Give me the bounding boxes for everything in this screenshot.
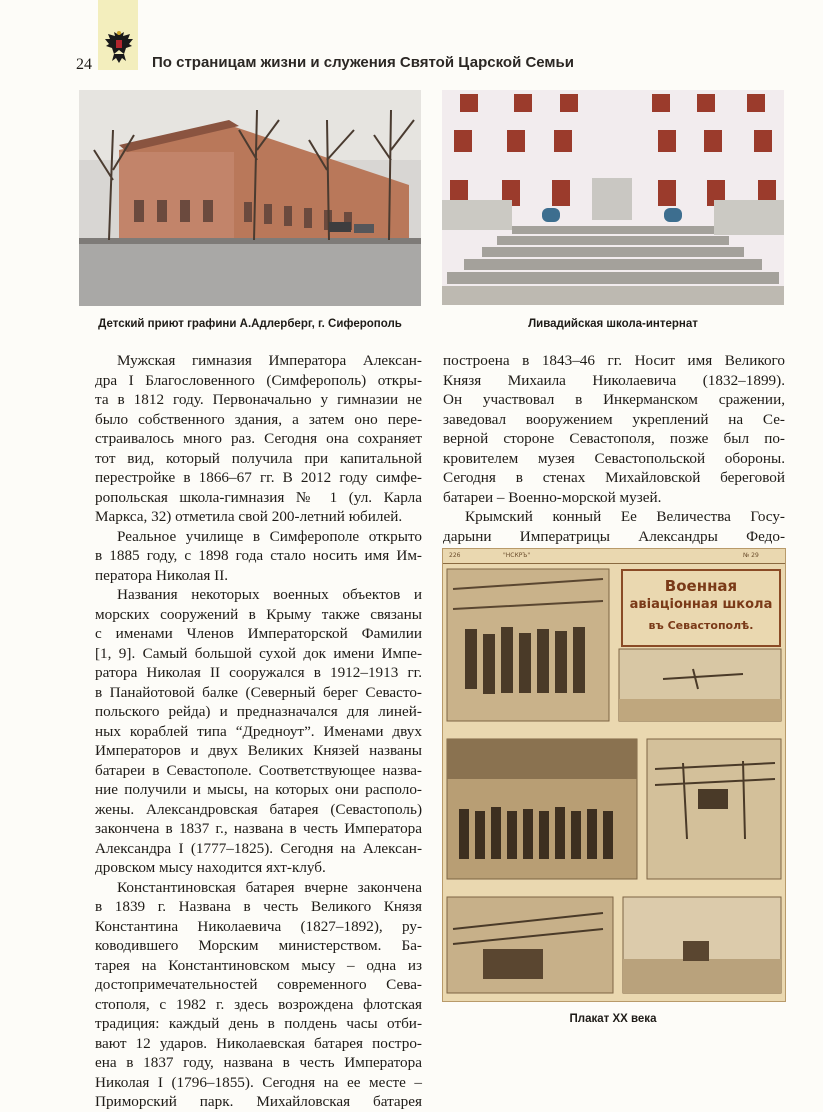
text-line: [1, 9]. Самый большой сухой док имени Импе- [95, 644, 422, 662]
text-line: Реальное училище в Симферополе открыто [117, 527, 422, 545]
page-number: 24 [76, 56, 92, 73]
text-line: польского рейда) и предназначался для линей- [95, 703, 422, 720]
aviation-school-poster [442, 548, 786, 1002]
running-title: По страницам жизни и служения Святой Царской Семьи [152, 54, 574, 71]
text-line: Мужская гимназия Императора Алексан- [117, 352, 422, 369]
text-line: заведовал вооружением укреплений на Се- [443, 410, 785, 428]
text-line: с именами Членов Императорской Фамилии [95, 625, 422, 642]
text-line: морских сооружений в Крыму также связаны [95, 605, 422, 623]
text-line: в Панайотовой балке (Северный берег Севасто- [95, 683, 422, 701]
text-line: Приморский парк. Михайловская батарея [95, 1093, 422, 1110]
text-line: традиция: каждый день в полдень часы отби- [95, 1015, 422, 1032]
paragraph-mikhailovskaya [443, 351, 785, 507]
text-line: страивалось много раз. Сегодня она сохраняет [95, 430, 422, 447]
text-line: Князя Михаила Николаевича (1832–1899). [443, 371, 785, 389]
text-line: стополя, с 1982 г. здесь возрождена флотская [95, 995, 422, 1013]
text-line: Он участвовал в Инкерманском сражении, [443, 391, 785, 408]
text-line: батареи – Военно-морской музей. [443, 488, 662, 506]
text-line: дра I Благословенного (Симферополь) откры- [95, 371, 422, 389]
text-line: перестройке в 1866–67 гг. В 2012 году симфе- [95, 469, 422, 486]
double-headed-eagle-icon [104, 30, 134, 69]
text-line: в 1839 г. Названа в честь Великого Князя [95, 898, 422, 915]
text-line: Крымский конный Ее Величества Госу- [465, 508, 785, 525]
photo-boarding-school [442, 90, 784, 305]
text-line: Константина Николаевича (1827–1892), ру- [95, 917, 422, 935]
text-line: Александра I (1777–1825). Сегодня на Алексан- [95, 839, 422, 857]
photo-orphanage [79, 90, 421, 306]
text-line: дровском мысу находится яхт-клуб. [95, 859, 326, 876]
paragraph-real-school [95, 527, 422, 586]
text-line: тот вид, который получила при капитальной [95, 449, 422, 467]
text-line: ператора Николая II. [95, 566, 229, 584]
text-line: Названия некоторых военных объектов и [117, 586, 422, 603]
text-line: Константиновская батарея вчерне закончена [117, 878, 422, 896]
text-line: ратора Николая II сооружался в 1912–1913 гг. [95, 664, 422, 681]
poster-caption: Плакат XX века [569, 1013, 657, 1025]
text-line: ние получили и мысы, на которых они располо- [95, 781, 422, 798]
paragraph-military-objects [95, 585, 422, 878]
text-line: ена в 1837 году, названа в честь Императора [95, 1054, 422, 1071]
paragraph-cavalry [443, 507, 785, 546]
photo-boarding-school-caption: Ливадийская школа-интернат [528, 318, 698, 330]
text-line: верной стороне Севастополя, позже был по- [443, 430, 785, 447]
poster-magazine-name: "НСКРЪ" [503, 552, 531, 559]
text-line: та в 1812 году. Первоначально у гимназии не [95, 391, 422, 408]
poster-title-line: авіаціонная школа [629, 597, 773, 612]
text-line: дарыни Императрицы Александры Федо- [443, 527, 785, 545]
paragraph-gymnasium [95, 351, 422, 527]
text-line: было собственного здания, а затем оно пере- [95, 410, 422, 428]
text-line: батареи в Севастополе. Соответствующее назва- [95, 761, 422, 779]
text-line: Сегодня в стенах Михайловской береговой [443, 469, 785, 486]
poster-issue-number: № 29 [743, 552, 759, 559]
poster-page-number: 226 [449, 552, 461, 559]
text-line: Маркса, 32) отметила свой 200-летний юбилей. [95, 508, 403, 525]
text-line: ных кораблей типа “Дредноут”. Именами двух [95, 722, 422, 740]
text-line: в 1885 году, с 1898 года стало носить имя Им- [95, 547, 422, 564]
text-line: ропольская школа-гимназия № 1 (ул. Карла [95, 488, 422, 506]
text-line: кровителем музея Севастопольской обороны. [443, 449, 785, 467]
text-line: Николая I (1796–1855). Сегодня на ее месте – [95, 1073, 422, 1091]
paragraph-batteries [95, 878, 422, 1112]
poster-title-line: въ Севастополѣ. [648, 619, 754, 632]
text-line: тарея на Константиновском мысу – одна из [95, 956, 422, 974]
text-line: жены. Александровская батарея (Севастополь) [95, 800, 422, 818]
text-column-right [443, 351, 785, 546]
text-line: Императоров и двух Великих Князей названы [95, 742, 422, 759]
photo-orphanage-caption: Детский приют графини А.Адлерберг, г. Сиферополь [98, 318, 402, 330]
text-line: ководившего Морским министерством. Ба- [95, 937, 422, 954]
text-line: построена в 1843–46 гг. Носит имя Великого [443, 352, 785, 369]
text-line: закончена в 1837 г., названа в честь Императора [95, 820, 422, 837]
text-line: вают 12 ударов. Николаевская батарея постро- [95, 1034, 422, 1052]
text-column-left [95, 351, 422, 1112]
poster-title-line: Военная [664, 577, 738, 595]
text-line: достопримечательностей современного Сева- [95, 976, 422, 993]
poster-photographs [443, 549, 785, 1001]
